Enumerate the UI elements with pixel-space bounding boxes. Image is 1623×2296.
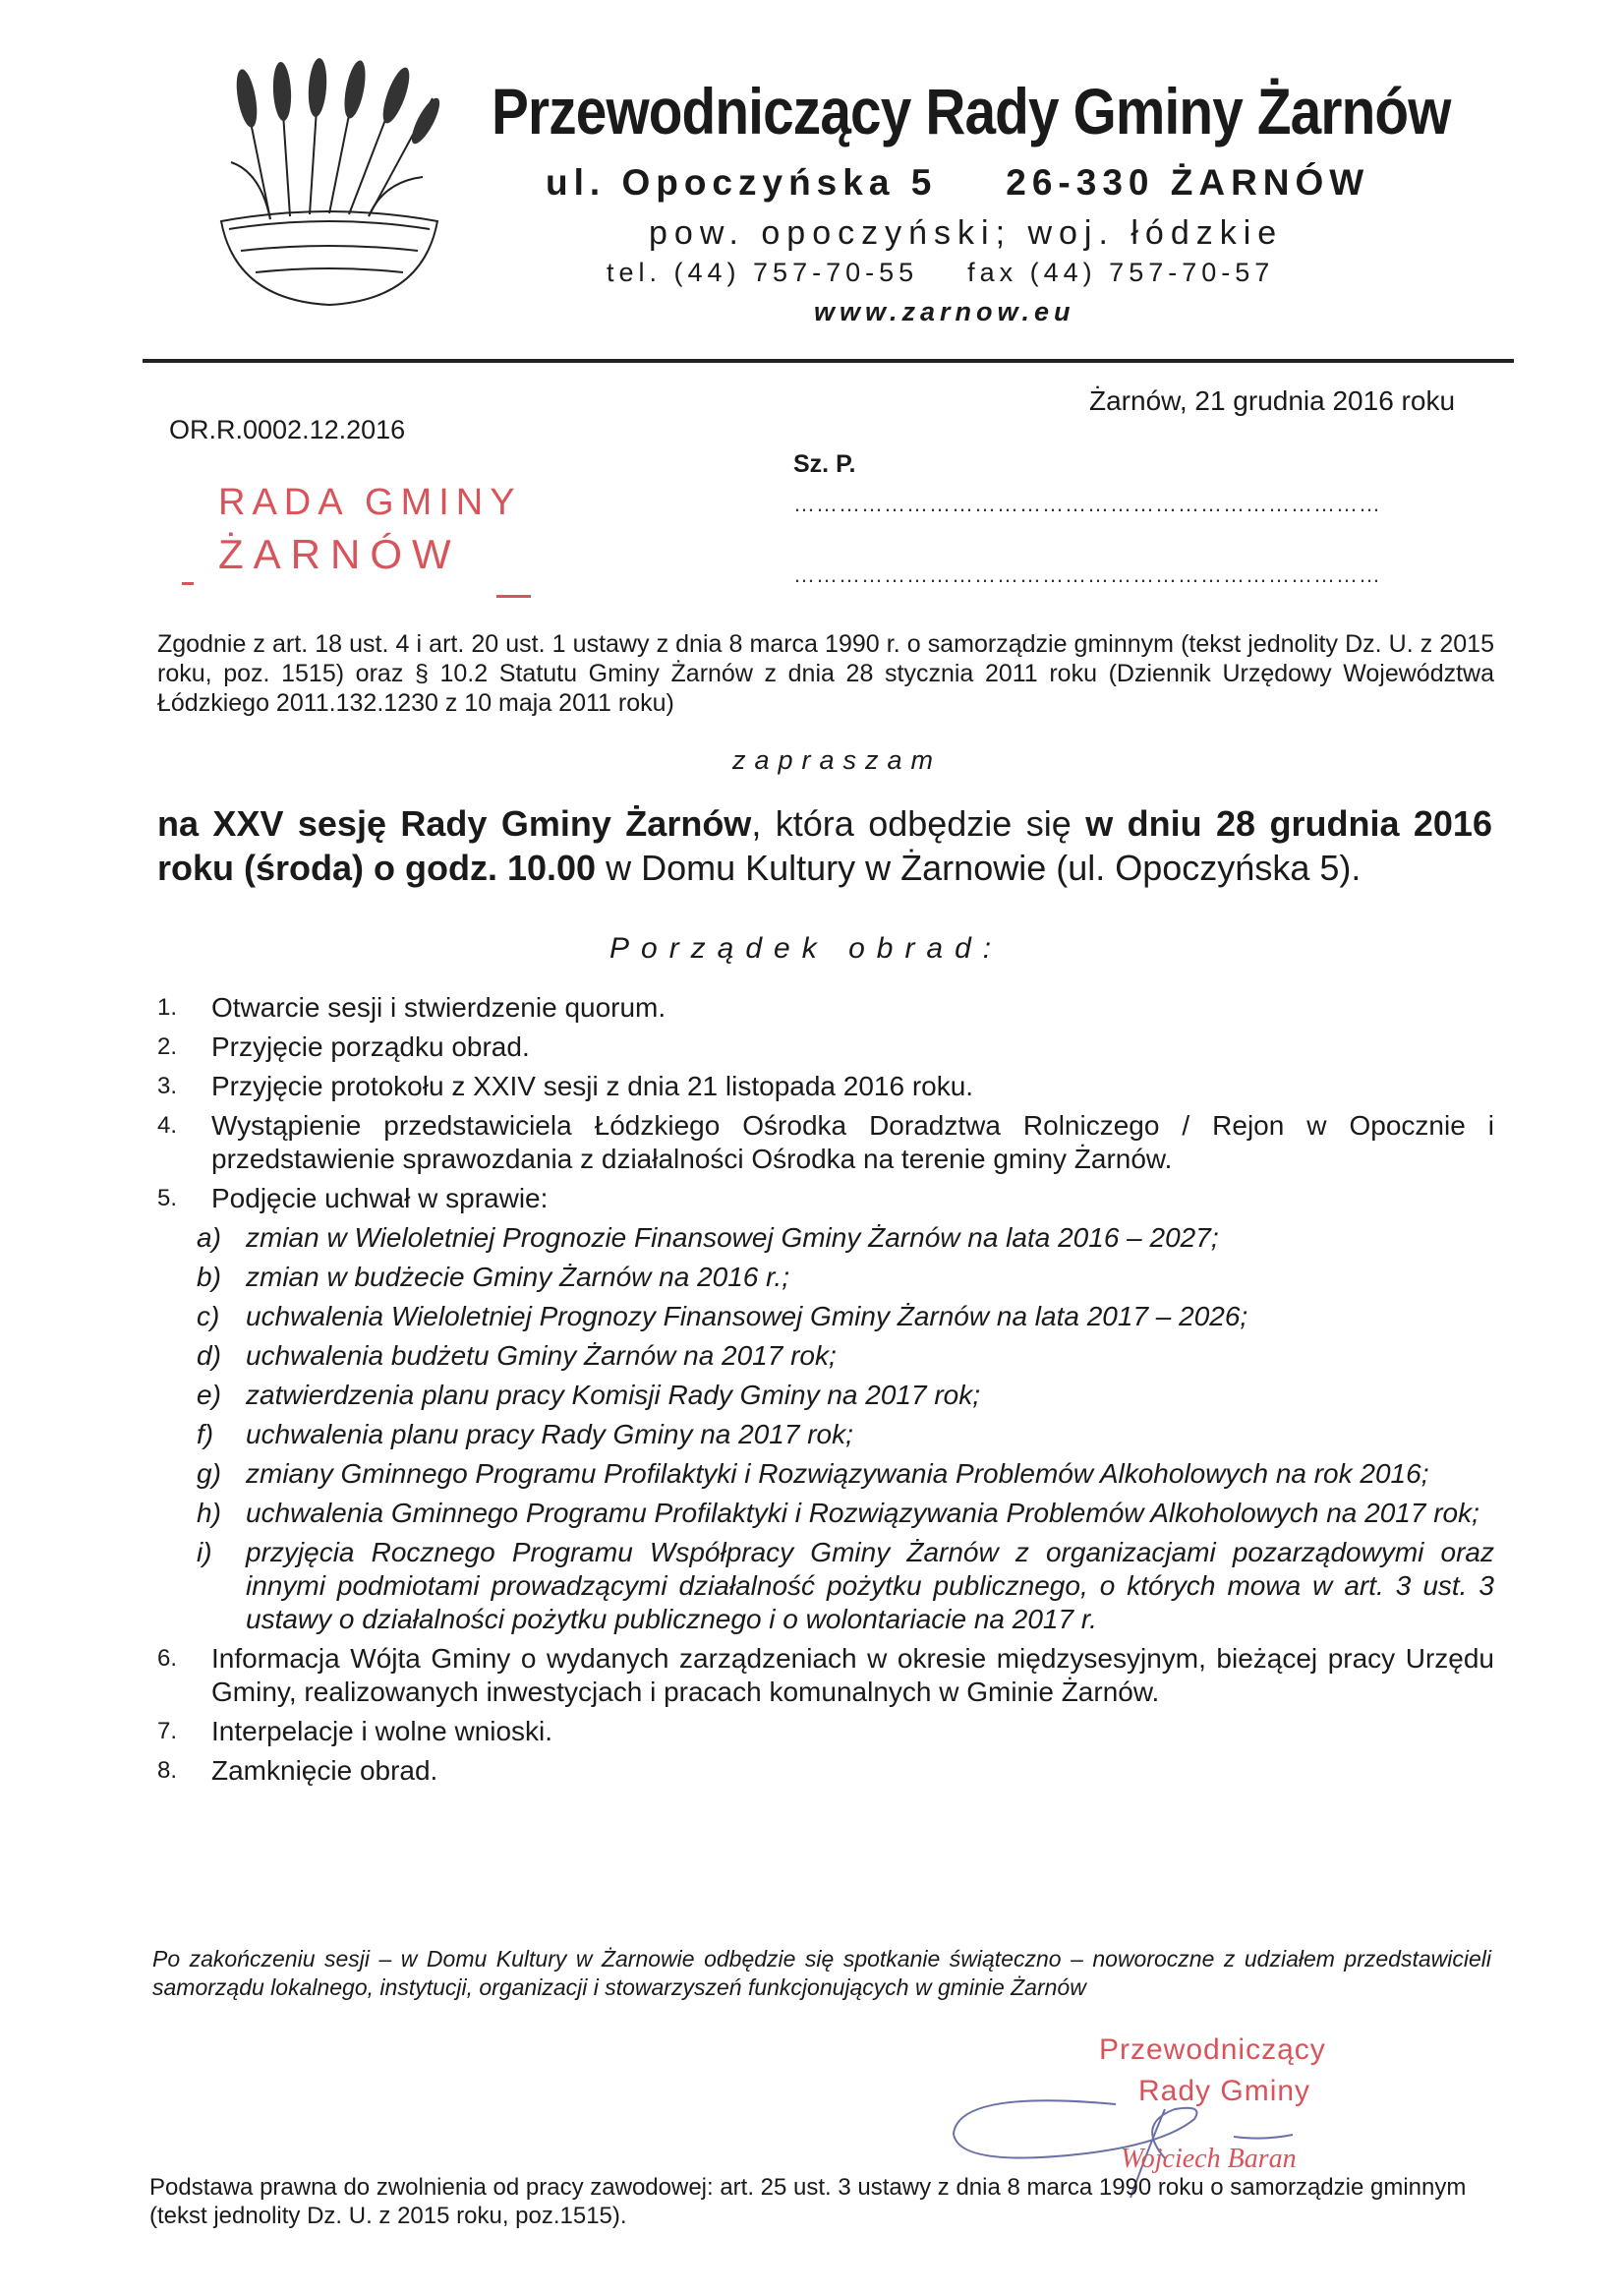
subitem-text: zatwierdzenia planu pracy Komisji Rady Gminy na 2017 rok;	[246, 1380, 981, 1410]
agenda-list	[157, 991, 1494, 1794]
agenda-subitem	[157, 1418, 1494, 1451]
subitem-letter: b)	[197, 1262, 221, 1292]
subitem-text: zmiany Gminnego Programu Profilaktyki i Rozwiązywania Problemów Alkoholowych na rok 2016;	[246, 1458, 1429, 1489]
agenda-subitem	[157, 1261, 1494, 1294]
subitem-letter: f)	[197, 1419, 214, 1449]
agenda-number: 5.	[157, 1185, 178, 1211]
agenda-subitem	[157, 1300, 1494, 1333]
council-stamp-line1: RADA GMINY	[218, 482, 522, 523]
agenda-subitem	[157, 1221, 1494, 1255]
agenda-number: 2.	[157, 1033, 178, 1060]
agenda-text: Zamknięcie obrad.	[211, 1755, 438, 1786]
stamp-mark	[182, 582, 194, 585]
agenda-item	[157, 1715, 1494, 1748]
agenda-subitem	[157, 1457, 1494, 1491]
stamp-mark	[496, 595, 531, 598]
post-session-note: Po zakończeniu sesji – w Domu Kultury w Żarnowie odbędzie się spotkanie świąteczno – noworoczne z udziałem przedstawicieli samorządu lokalnego, instytucji, organizacji i stowarzyszeń funkcjonujących w gminie Żarnów	[152, 1946, 1491, 2000]
subitem-letter: e)	[197, 1380, 221, 1410]
subitem-letter: d)	[197, 1340, 221, 1371]
subitem-letter: h)	[197, 1498, 221, 1528]
subitem-letter: c)	[197, 1301, 220, 1331]
agenda-text: Przyjęcie porządku obrad.	[211, 1031, 530, 1062]
agenda-number: 8.	[157, 1757, 178, 1784]
agenda-number: 1.	[157, 994, 178, 1021]
subitem-text: uchwalenia Wieloletniej Prognozy Finansowej Gminy Żarnów na lata 2017 – 2026;	[246, 1301, 1248, 1331]
agenda-subitem	[157, 1497, 1494, 1530]
session-venue: w Domu Kultury w Żarnowie (ul. Opoczyńska 5).	[596, 848, 1362, 888]
addressee-line-1: ……………………………………………………………………	[793, 492, 1381, 516]
addressee-line-2: ……………………………………………………………………	[793, 562, 1381, 587]
legal-basis-paragraph: Zgodnie z art. 18 ust. 4 i art. 20 ust. 1 ustawy z dnia 8 marca 1990 r. o samorządzie gminnym (tekst jednolity Dz. U. z 2015 roku, poz. 1515) oraz § 10.2 Statutu Gminy Żarnów z dnia 28 stycznia 2011 roku (Dziennik Urzędowy Województwa Łódzkiego 2011.132.1230 z 10 maja 2011 roku)	[157, 630, 1494, 717]
agenda-item	[157, 1642, 1494, 1709]
agenda-text: Otwarcie sesji i stwierdzenie quorum.	[211, 992, 667, 1023]
signature-name: Wojciech Baran	[1121, 2144, 1297, 2174]
session-name: na XXV sesję Rady Gminy Żarnów	[157, 803, 752, 844]
session-announcement	[157, 801, 1492, 890]
subitem-letter: g)	[197, 1458, 221, 1489]
agenda-item	[157, 991, 1494, 1025]
reference-number: OR.R.0002.12.2016	[169, 415, 406, 444]
zip-city: 26-330 ŻARNÓW	[1006, 162, 1370, 203]
agenda-text: Informacja Wójta Gminy o wydanych zarządzeniach w okresie międzysesyjnym, bieżącej pracy Urzędu Gminy, realizowanych inwestycjach i pracach komunalnych w Gminie Żarnów.	[211, 1643, 1494, 1707]
subitem-letter: a)	[197, 1222, 221, 1253]
agenda-item	[157, 1070, 1494, 1103]
signature-title-line2: Rady Gminy	[1138, 2075, 1311, 2107]
street: ul. Opoczyńska 5	[546, 162, 938, 203]
agenda-item	[157, 1754, 1494, 1788]
wheat-bowl-emblem-logo	[211, 54, 447, 310]
subitem-text: uchwalenia Gminnego Programu Profilaktyki i Rozwiązywania Problemów Alkoholowych na 2017 rok;	[246, 1498, 1479, 1528]
subitem-text: przyjęcia Rocznego Programu Współpracy Gminy Żarnów z organizacjami pozarządowymi oraz innymi podmiotami prowadzącymi działalność pożytku publicznego, o których mowa w art. 3 ust. 3 ustawy o działalności pożytku publicznego i o wolontariacie na 2017 r.	[246, 1537, 1494, 1634]
addressee-label: Sz. P.	[793, 450, 856, 478]
letterhead-divider	[143, 359, 1514, 363]
agenda-title: Porządek obrad:	[609, 932, 1004, 965]
agenda-item	[157, 1182, 1494, 1215]
council-stamp-line2: ŻARNÓW	[218, 531, 461, 577]
agenda-number: 6.	[157, 1645, 178, 1672]
fax: fax (44) 757-70-57	[967, 258, 1275, 287]
letterhead-phone	[607, 258, 1274, 288]
letterhead-title: Przewodniczący Rady Gminy Żarnów	[492, 75, 1451, 147]
subitem-text: uchwalenia planu pracy Rady Gminy na 2017 rok;	[246, 1419, 853, 1449]
agenda-subitem	[157, 1379, 1494, 1412]
letterhead-county: pow. opoczyński; woj. łódzkie	[649, 214, 1284, 252]
legal-footer: Podstawa prawna do zwolnienia od pracy zawodowej: art. 25 ust. 3 ustawy z dnia 8 marca 1990 roku o samorządzie gminnym (tekst jednolity Dz. U. z 2015 roku, poz.1515).	[149, 2174, 1467, 2229]
website-link[interactable]: www.zarnow.eu	[814, 297, 1075, 326]
subitem-text: zmian w Wieloletniej Prognozie Finansowej Gminy Żarnów na lata 2016 – 2027;	[246, 1222, 1219, 1253]
document-date: Żarnów, 21 grudnia 2016 roku	[1089, 385, 1456, 416]
session-datetime: w dniu 28 grudnia 2016 roku (środa) o godz. 10.00	[157, 803, 1492, 888]
agenda-number: 3.	[157, 1073, 178, 1099]
agenda-item	[157, 1109, 1494, 1176]
agenda-text: Wystąpienie przedstawiciela Łódzkiego Ośrodka Doradztwa Rolniczego / Rejon w Opocznie i przedstawienie sprawozdania z działalności Ośrodka na terenie gminy Żarnów.	[211, 1110, 1494, 1174]
agenda-number: 4.	[157, 1112, 178, 1139]
letterhead-address	[546, 162, 1369, 204]
signature-title-line1: Przewodniczący	[1099, 2033, 1326, 2066]
agenda-text: Przyjęcie protokołu z XXIV sesji z dnia 21 listopada 2016 roku.	[211, 1071, 974, 1101]
subitem-letter: i)	[197, 1537, 212, 1567]
agenda-number: 7.	[157, 1718, 178, 1744]
agenda-subitem	[157, 1536, 1494, 1636]
phone: tel. (44) 757-70-55	[607, 258, 919, 287]
agenda-text: Podjęcie uchwał w sprawie:	[211, 1183, 549, 1213]
agenda-text: Interpelacje i wolne wnioski.	[211, 1716, 553, 1746]
agenda-subitem	[157, 1339, 1494, 1373]
subitem-text: zmian w budżecie Gminy Żarnów na 2016 r.;	[246, 1262, 789, 1292]
intro-text: , która odbędzie się	[751, 803, 1086, 844]
subitem-text: uchwalenia budżetu Gminy Żarnów na 2017 rok;	[246, 1340, 837, 1371]
invite-word: zapraszam	[732, 745, 943, 775]
agenda-item	[157, 1030, 1494, 1064]
